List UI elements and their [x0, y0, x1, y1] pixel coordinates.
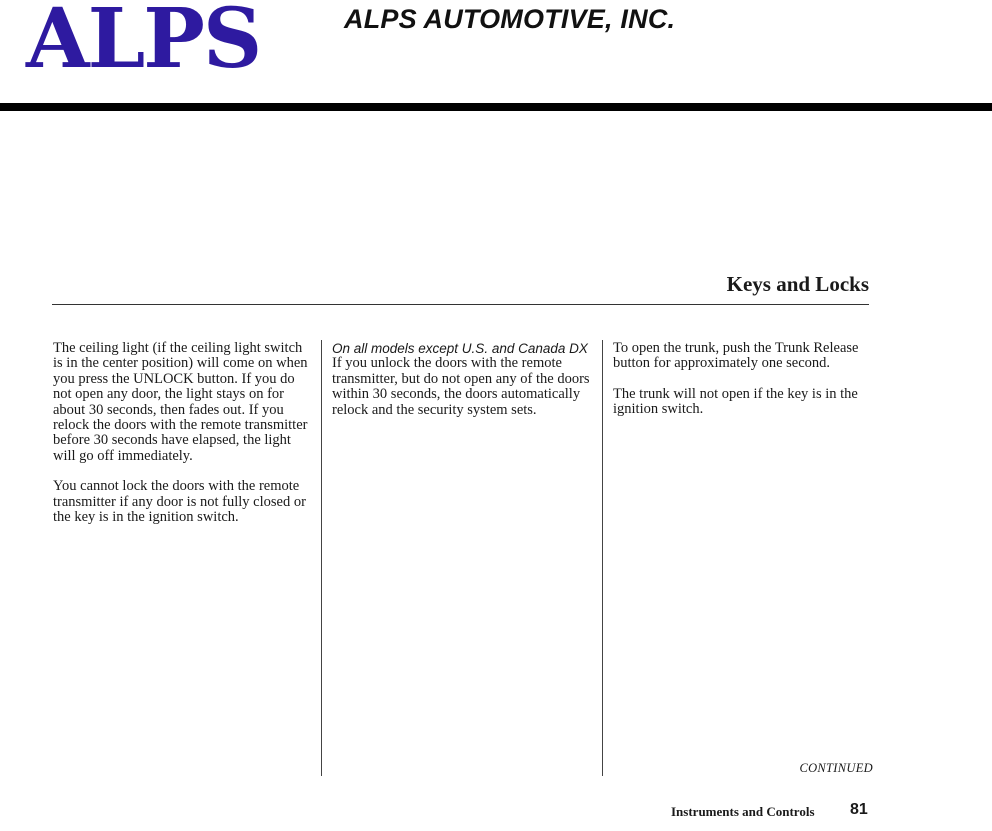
col1-paragraph-1: The ceiling light (if the ceiling light switch is in the center position) will come on when you press the UNLOCK button. If you do not open any door, the light stays on for about 30 seconds, then fades out. If you relock the doors with the remote transmitter before 30 seconds have elapsed, the light will go off immediately. [53, 340, 308, 464]
col2-paragraph-1: If you unlock the doors with the remote transmitter, but do not open any of the doors within 30 seconds, the doors automatically relock and the security system sets. [332, 355, 590, 418]
column-3 [613, 341, 875, 433]
alps-logo: ALPS [26, 0, 261, 87]
header-divider [0, 103, 992, 111]
section-divider [52, 304, 869, 305]
column-divider-1 [321, 340, 322, 776]
company-name: ALPS AUTOMOTIVE, INC. [344, 4, 676, 34]
col1-paragraph-2: You cannot lock the doors with the remote transmitter if any door is not fully closed or the key is in the ignition switch. [53, 478, 306, 526]
column-2 [332, 341, 592, 433]
continued-label: CONTINUED [799, 761, 873, 775]
col3-paragraph-1: To open the trunk, push the Trunk Release button for approximately one second. [613, 340, 859, 372]
column-1 [53, 341, 315, 540]
model-note: On all models except U.S. and Canada DX [332, 341, 588, 356]
column-divider-2 [602, 340, 603, 776]
page-number: 81 [850, 801, 868, 818]
col3-paragraph-2: The trunk will not open if the key is in the ignition switch. [613, 385, 858, 418]
section-title: Keys and Locks [726, 272, 869, 296]
footer-section-label: Instruments and Controls [671, 804, 815, 819]
